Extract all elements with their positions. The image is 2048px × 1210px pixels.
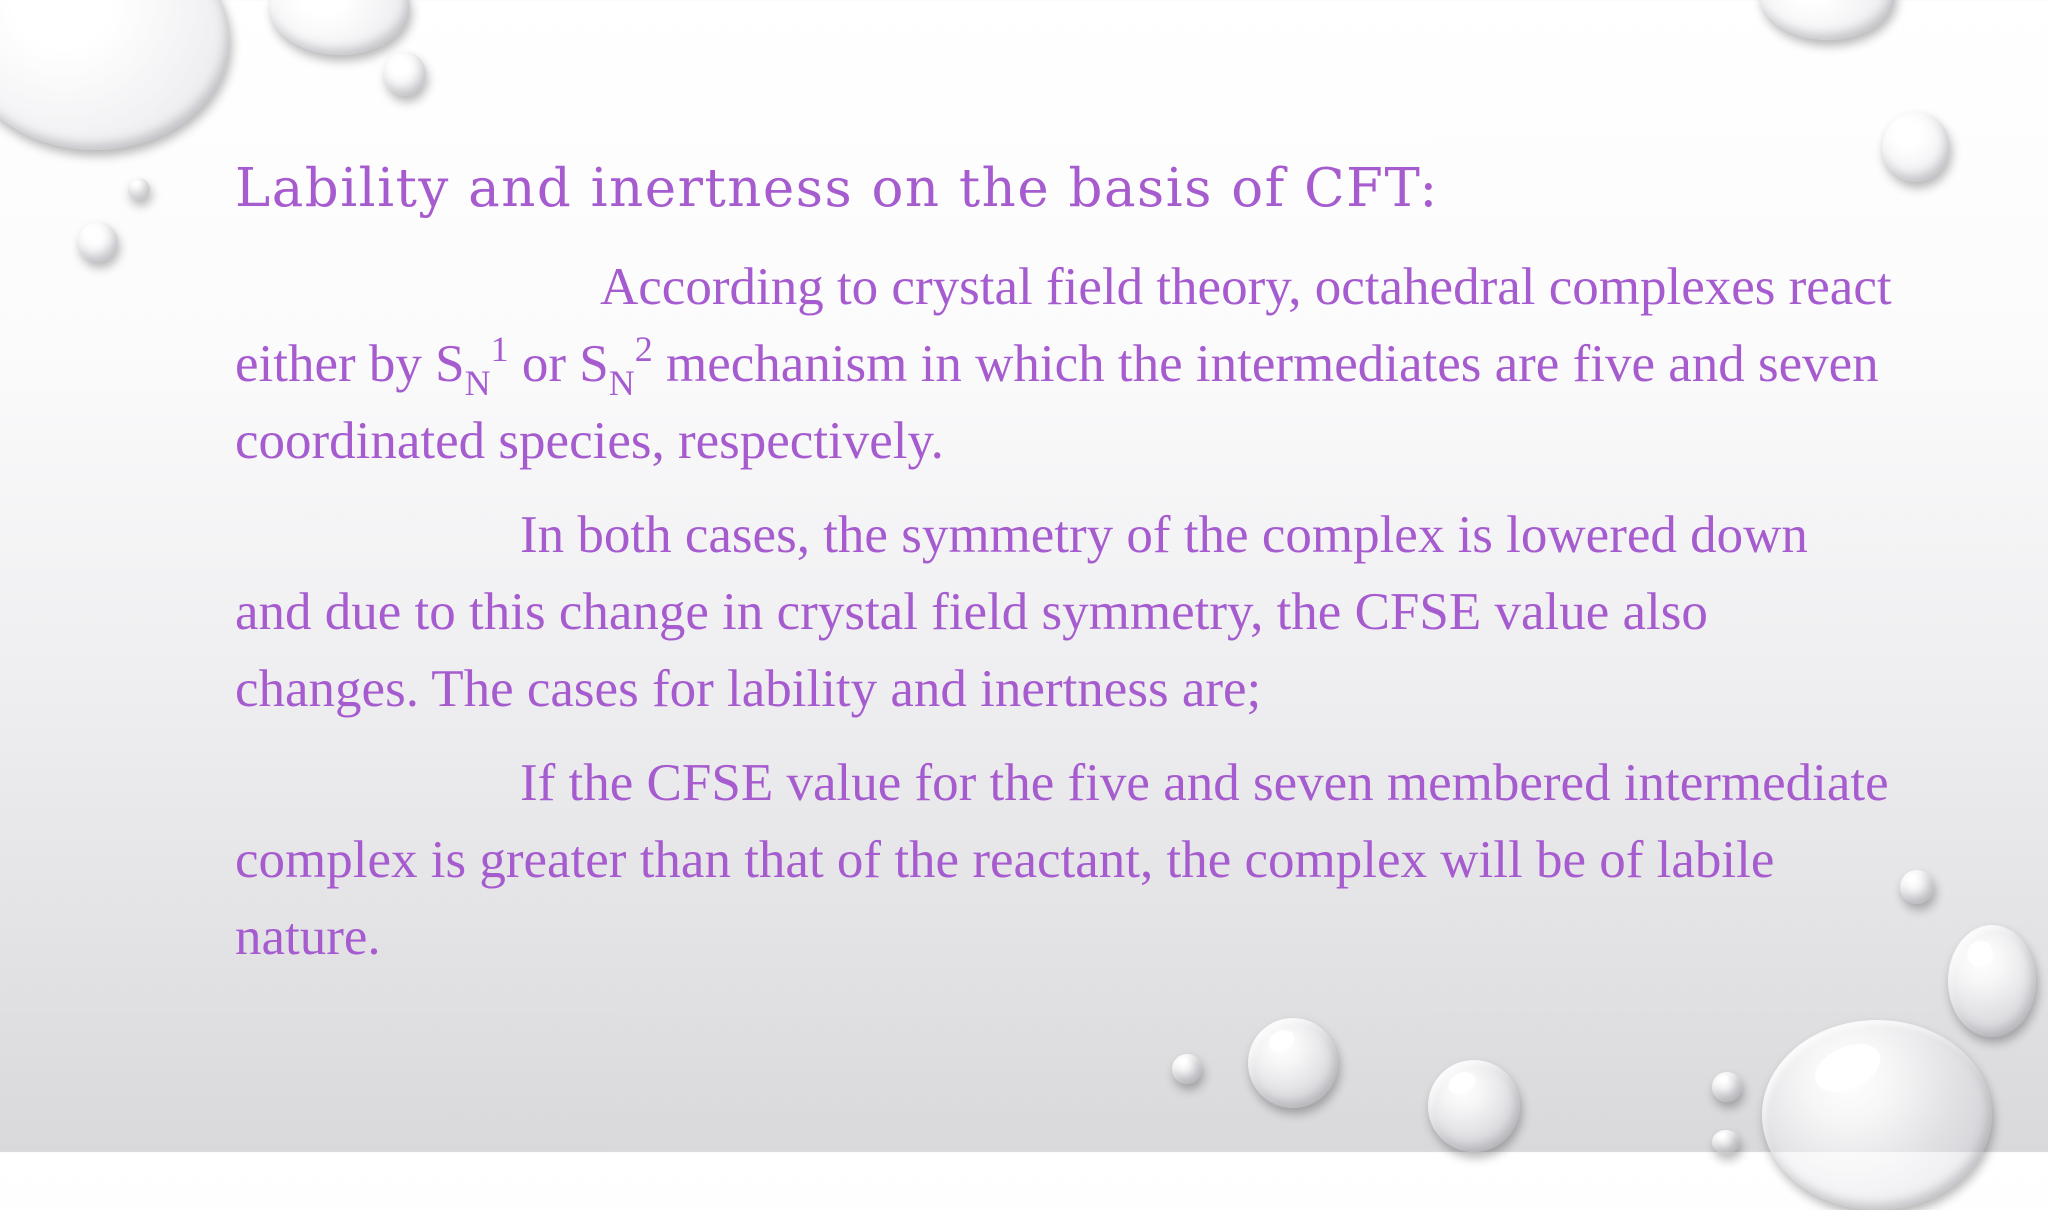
paragraph-line: According to crystal field theory, octahedral bbox=[600, 258, 1536, 316]
water-droplet bbox=[1900, 870, 1934, 904]
water-droplet bbox=[128, 178, 150, 200]
paragraph-symmetry: In both cases, the symmetry of the complex is lowered down and due to this change in crystal field symmetry, the CFSE value also changes. The cases for lability and inertness are; bbox=[235, 506, 1808, 718]
slide-title: Lability and inertness on the basis of CFT: bbox=[235, 158, 1439, 219]
water-droplet bbox=[1428, 1060, 1520, 1152]
superscript: 1 bbox=[490, 329, 509, 369]
water-droplet bbox=[384, 52, 426, 96]
subscript: N bbox=[464, 363, 491, 403]
water-droplet bbox=[1762, 1020, 1992, 1210]
paragraph-text: complexes react either by S bbox=[235, 258, 1892, 393]
water-droplet bbox=[78, 222, 118, 262]
water-droplet bbox=[270, 0, 410, 55]
water-droplet bbox=[0, 0, 230, 150]
water-droplet bbox=[1172, 1054, 1202, 1084]
paragraph-crystal-field-theory bbox=[235, 249, 1895, 480]
subscript: N bbox=[608, 363, 635, 403]
water-droplet bbox=[1712, 1072, 1742, 1102]
water-droplet bbox=[1760, 0, 1895, 40]
water-droplet bbox=[1712, 1130, 1740, 1154]
paragraph-text: mechanism in which the intermediates are five and seven coordinated species, respectively. bbox=[235, 335, 1879, 470]
paragraph-text: or S bbox=[508, 335, 609, 393]
water-droplet bbox=[1882, 112, 1950, 182]
superscript: 2 bbox=[634, 329, 653, 369]
water-droplet bbox=[1948, 925, 2036, 1037]
water-droplet bbox=[1248, 1018, 1338, 1108]
paragraph-labile-condition: If the CFSE value for the five and seven membered intermediate complex is greater than that of the reactant, the complex will be of labile nature. bbox=[235, 754, 1889, 966]
